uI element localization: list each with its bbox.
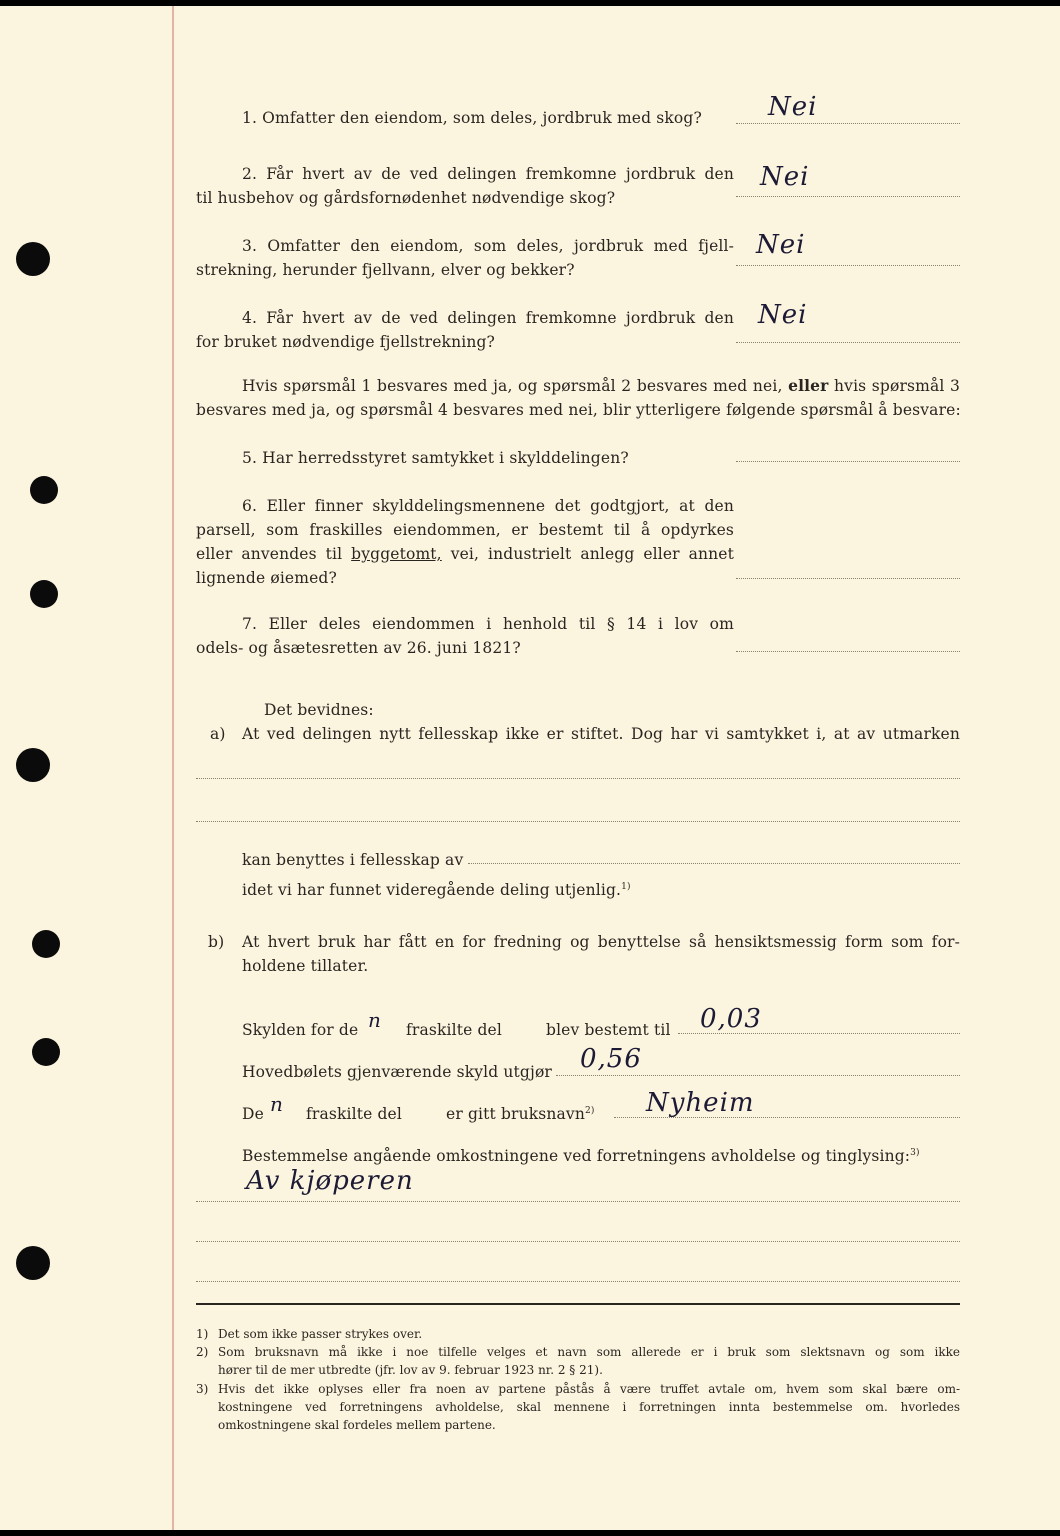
q6-text: eller anvendes til	[196, 545, 343, 563]
skyld-line2: Hovedbølets gjenværende skyld utgjør	[242, 1063, 552, 1081]
skyld-line1-a: Skylden for de	[242, 1021, 359, 1039]
item-b-label: b)	[208, 933, 225, 951]
answer-line	[736, 578, 960, 579]
q6-underlined: byggetomt,	[351, 545, 442, 563]
question-6-line3	[196, 542, 734, 566]
footnote-ref: 1)	[621, 881, 631, 892]
question-1: 1. Omfatter den eiendom, som deles, jordbruk med skog?	[242, 109, 702, 127]
answer-2-handwritten: Nei	[760, 162, 810, 192]
handwritten-mark: n	[270, 1092, 284, 1116]
skyld-line3-c-text: er gitt bruksnavn	[446, 1105, 585, 1123]
answer-line	[736, 651, 960, 652]
skyld-line4-text: Bestemmelse angående omkostningene ved forretningens avholdelse og tinglysing:	[242, 1147, 911, 1165]
fill-line	[468, 863, 960, 864]
question-2-line1: 2. Får hvert av de ved delingen fremkomne jordbruk den	[242, 165, 734, 183]
item-a-line3: kan benyttes i fellesskap av	[242, 851, 464, 869]
skyld-line3-c	[446, 1102, 595, 1126]
item-a-line4-text: idet vi har funnet videregående deling utjenlig.	[242, 881, 622, 899]
question-3-line2: strekning, herunder fjellvann, elver og bekker?	[196, 261, 575, 279]
answer-line	[736, 196, 960, 197]
question-7-line1: 7. Eller deles eiendommen i henhold til § 14 i lov om	[242, 615, 734, 633]
fill-line	[196, 1241, 960, 1242]
footnote-3-mark: 3)	[196, 1382, 209, 1396]
punch-hole	[16, 242, 50, 276]
gjenvaerende-value-handwritten: 0,56	[580, 1044, 642, 1074]
q6-text: vei, industrielt anlegg eller annet	[450, 545, 735, 563]
punch-hole	[16, 748, 50, 782]
intro-text: hvis spørsmål 3	[834, 377, 961, 395]
punch-hole	[32, 930, 60, 958]
question-4-line1: 4. Får hvert av de ved delingen fremkomne jordbruk den	[242, 309, 734, 327]
fill-line	[196, 778, 960, 779]
item-b-line1: At hvert bruk har fått en for fredning og benyttelse så hensiktsmessig form som for-	[242, 933, 960, 951]
punch-hole	[32, 1038, 60, 1066]
answer-3-handwritten: Nei	[756, 230, 806, 260]
question-5: 5. Har herredsstyret samtykket i skylddelingen?	[242, 449, 629, 467]
footnote-3-line1: Hvis det ikke oplyses eller fra noen av partene påstås å være truffet avtale om, hvem som skal bære om-	[218, 1382, 960, 1396]
document-page	[0, 6, 1060, 1530]
question-6-line4: lignende øiemed?	[196, 569, 337, 587]
skyld-line3-a: De	[242, 1105, 264, 1123]
answer-1-handwritten: Nei	[768, 92, 818, 122]
footnote-1: Det som ikke passer strykes over.	[218, 1327, 423, 1341]
intro-text: Hvis spørsmål 1 besvares med ja, og spørsmål 2 besvares med nei,	[242, 377, 783, 395]
item-a-label: a)	[210, 725, 226, 743]
question-6-line2: parsell, som fraskilles eiendommen, er bestemt til å opdyrkes	[196, 521, 734, 539]
footnote-2-line2: hører til de mer utbredte (jfr. lov av 9. februar 1923 nr. 2 § 21).	[218, 1363, 603, 1377]
footnote-ref: 3)	[910, 1147, 920, 1158]
fill-line	[556, 1075, 960, 1076]
item-b-line2: holdene tillater.	[242, 957, 369, 975]
fill-line	[196, 1201, 960, 1202]
answer-line	[736, 461, 960, 462]
item-a-text: At ved delingen nytt fellesskap ikke er stiftet. Dog har vi samtykket i, at av utmarken	[242, 725, 960, 743]
footnote-2-mark: 2)	[196, 1345, 209, 1359]
answer-line	[736, 265, 960, 266]
skyld-value-handwritten: 0,03	[700, 1004, 762, 1034]
intro-line2: besvares med ja, og spørsmål 4 besvares med nei, blir ytterligere følgende spørsmål å besvare:	[196, 401, 961, 419]
footnote-ref: 2)	[584, 1105, 595, 1116]
footnote-2-line1: Som bruksnavn må ikke i noe tilfelle velges et navn som allerede er i bruk som slektsnavn og som ikke	[218, 1345, 960, 1359]
punch-hole	[30, 476, 58, 504]
question-7-line2: odels- og åsætesretten av 26. juni 1821?	[196, 639, 521, 657]
punch-hole	[30, 580, 58, 608]
footnote-1-mark: 1)	[196, 1327, 209, 1341]
skyld-line3-b: fraskilte del	[306, 1105, 402, 1123]
answer-line	[736, 342, 960, 343]
skyld-line1-b: fraskilte del	[406, 1021, 502, 1039]
footnote-3-line2: kostningene ved forretningens avholdelse, skal mennene i forretningen innta bestemmelse om. hvorledes	[218, 1400, 960, 1414]
fill-line	[196, 821, 960, 822]
question-3-line1: 3. Omfatter den eiendom, som deles, jordbruk med fjell-	[242, 237, 734, 255]
margin-line	[172, 6, 174, 1530]
answer-4-handwritten: Nei	[758, 300, 808, 330]
footnote-3-line3: omkostningene skal fordeles mellem partene.	[218, 1418, 496, 1432]
question-6-line1: 6. Eller finner skylddelingsmennene det godtgjort, at den	[242, 497, 734, 515]
question-4-line2: for bruket nødvendige fjellstrekning?	[196, 333, 495, 351]
item-a-line4	[242, 878, 631, 902]
fill-line	[196, 1281, 960, 1282]
question-2-line2: til husbehov og gårdsfornødenhet nødvendige skog?	[196, 189, 616, 207]
answer-line	[736, 123, 960, 124]
footnote-separator	[196, 1303, 960, 1305]
skyld-line4	[242, 1144, 920, 1168]
skyld-line1-c: blev bestemt til	[546, 1021, 671, 1039]
punch-hole	[16, 1246, 50, 1280]
intro-bold: eller	[788, 376, 829, 395]
bestemmelse-handwritten: Av kjøperen	[246, 1166, 414, 1196]
bruksnavn-handwritten: Nyheim	[646, 1088, 755, 1118]
intro-line1	[242, 374, 960, 398]
handwritten-mark: n	[368, 1008, 382, 1032]
bevidnes-heading: Det bevidnes:	[264, 701, 374, 719]
